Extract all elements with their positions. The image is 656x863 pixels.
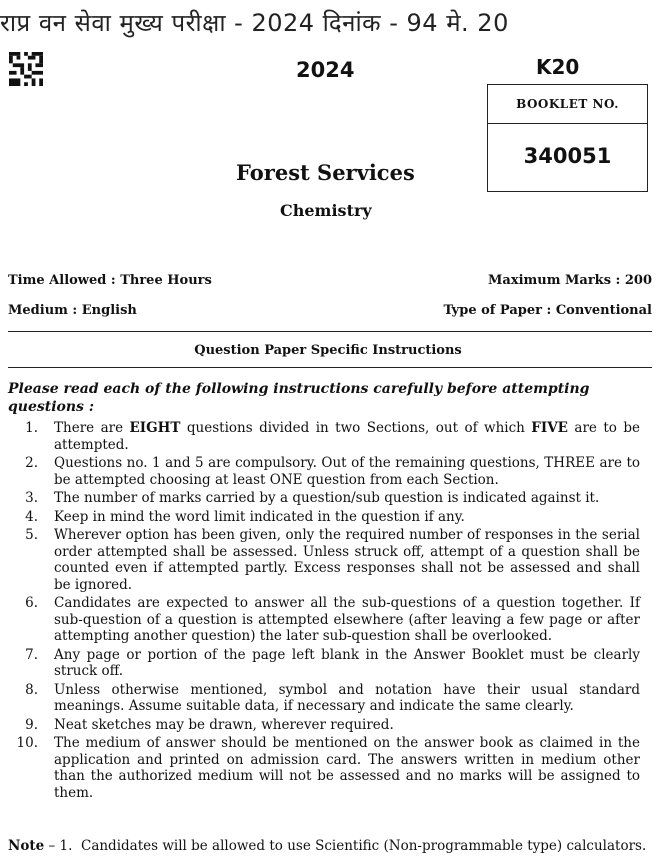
time-allowed: Time Allowed : Three Hours [8,273,212,288]
medium: Medium : English [8,303,137,318]
paper-subject: Chemistry [280,201,372,220]
note-text: Candidates will be allowed to use Scientific (Non-programmable type) calculators. [80,838,647,854]
instruction-text: Neat sketches may be drawn, wherever required. [54,716,394,733]
handwritten-header-note: राप्र वन सेवा मुख्य परीक्षा - 2024 दिनांक - 94 मे. 20 [0,9,509,37]
paper-code: K20 [536,55,580,79]
instructions-list [0,420,656,803]
instruction-text: There are EIGHT questions divided in two Sections, out of which FIVE are to be attempted. [54,420,640,453]
instruction-number: 7. [25,646,38,663]
exam-year: 2024 [296,58,355,82]
instruction-text: Questions no. 1 and 5 are compulsory. Out of the remaining questions, THREE are to be attempted choosing at least ONE question from each Section. [54,455,640,488]
qr-code-icon [8,52,44,86]
instruction-text: The number of marks carried by a question/sub question is indicated against it. [54,490,600,506]
instruction-text: Unless otherwise mentioned, symbol and notation have their usual standard meanings. Assume suitable data, if necessary and indicate the same clearly. [54,681,640,714]
divider-bottom [8,367,652,368]
instruction-number: 9. [25,716,38,733]
instruction-item [0,527,656,593]
booklet-number-box [487,84,648,192]
section-heading: Question Paper Specific Instructions [194,343,462,358]
instruction-number: 4. [25,508,38,525]
instruction-number: 2. [25,455,38,471]
note-number: – 1. [48,838,73,854]
booklet-number: 340051 [523,144,612,168]
booklet-label: BOOKLET NO. [488,85,647,124]
instruction-number: 5. [25,527,38,543]
instruction-item [0,717,656,734]
instruction-number: 8. [25,681,38,698]
instruction-item [0,735,656,801]
instruction-text: Keep in mind the word limit indicated in the question if any. [54,508,465,525]
type-of-paper: Type of Paper : Conventional [443,303,652,318]
instructions-intro: Please read each of the following instructions carefully before attempting questions : [8,381,590,415]
instruction-number: 10. [16,735,38,751]
instruction-item [0,595,656,645]
instruction-item [0,509,656,526]
instruction-text: Candidates are expected to answer all the sub-questions of a question together. If sub-question of a question is attempted elsewhere (after leaving a few page or after attempting another question) the later sub-question shall be overlooked. [54,595,640,644]
divider-top [8,331,652,332]
instruction-item [0,455,656,488]
note-label: Note [8,838,45,854]
instruction-text: The medium of answer should be mentioned on the answer book as claimed in the application and printed on admission card. The answers written in medium other than the authorized medium will not be assessed and no marks will be assigned to them. [54,735,640,801]
instruction-text: Wherever option has been given, only the required number of responses in the serial order attempted shall be assessed. Unless struck off, attempt of a question shall be counted even if attempted partly. Excess responses shall not be assessed and shall be ignored. [54,527,640,593]
paper-title: Forest Services [236,160,415,185]
instruction-number: 1. [25,420,38,436]
instruction-number: 6. [25,595,38,611]
instruction-number: 3. [25,490,38,506]
instruction-item [0,682,656,715]
note [8,838,646,854]
instruction-item [0,420,656,453]
instruction-text: Any page or portion of the page left blank in the Answer Booklet must be clearly struck off. [54,646,640,679]
maximum-marks: Maximum Marks : 200 [488,273,652,288]
instruction-item [0,490,656,507]
instruction-item [0,647,656,680]
